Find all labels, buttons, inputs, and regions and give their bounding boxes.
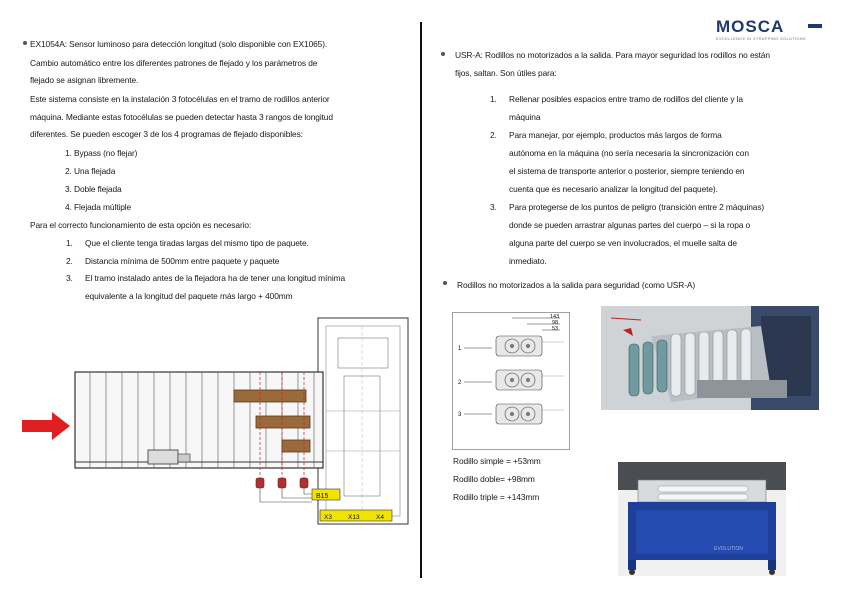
roller-spec-double: Rodillo doble= +98mm bbox=[453, 474, 535, 484]
machine-label: EVOLUTION bbox=[714, 546, 743, 552]
label-b15: B15 bbox=[316, 493, 329, 500]
program-item: 2. Una flejada bbox=[65, 166, 116, 176]
roller-exit-photo bbox=[601, 306, 819, 410]
paragraph-line: flejado se asignan libremente. bbox=[30, 75, 139, 85]
label-x3: X3 bbox=[324, 514, 332, 521]
bullet bbox=[443, 281, 447, 285]
bullet bbox=[23, 41, 27, 45]
use-number: 3. bbox=[490, 202, 497, 212]
requirement-text: El tramo instalado antes de la flejadora ha de tener una longitud mínima bbox=[85, 273, 346, 283]
paragraph-line: Cambio automático entre los diferentes patrones de flejado y los parámetros de bbox=[30, 58, 318, 68]
program-item: 3. Doble flejada bbox=[65, 184, 122, 194]
requirement-text: Que el cliente tenga tiradas largas del mismo tipo de paquete. bbox=[85, 238, 309, 248]
brand-name: MOSCA bbox=[716, 17, 785, 36]
roller-spec-simple: Rodillo simple = +53mm bbox=[453, 456, 541, 466]
roller-spec-triple: Rodillo triple = +143mm bbox=[453, 492, 540, 502]
column-divider bbox=[420, 22, 422, 578]
second-bullet-text: Rodillos no motorizados a la salida para seguridad (como USR-A) bbox=[457, 280, 696, 290]
program-item: 4. Flejada múltiple bbox=[65, 202, 132, 212]
paragraph-line: Este sistema consiste en la instalación 3 fotocélulas en el tramo de rodillos anterior bbox=[30, 94, 330, 104]
dim-143: 143 bbox=[550, 314, 560, 320]
requirement-text: Distancia mínima de 500mm entre paquete y paquete bbox=[85, 256, 280, 266]
use-line: alguna parte del cuerpo se ven involucrados, el muelle salta de bbox=[509, 238, 737, 248]
dim-98: 98 bbox=[552, 320, 559, 326]
paragraph-line: diferentes. Se pueden escoger 3 de los 4 programas de flejado disponibles: bbox=[30, 129, 303, 139]
brand-tagline: EXCELLENCE IN STRAPPING SOLUTIONS bbox=[716, 36, 806, 41]
logo-accent-bar bbox=[808, 24, 822, 28]
strapping-machine-photo bbox=[618, 462, 786, 576]
program-item: 1. Bypass (no flejar) bbox=[65, 148, 138, 158]
use-number: 1. bbox=[490, 94, 497, 104]
use-number: 2. bbox=[490, 130, 497, 140]
label-x4: X4 bbox=[376, 514, 384, 521]
direction-arrow-icon bbox=[22, 412, 70, 440]
mosca-logo bbox=[716, 18, 806, 41]
use-line: autónoma en la máquina (no sería necesaria la sincronización con bbox=[509, 148, 749, 158]
use-line: donde se pueden arrastrar algunas partes del cuerpo – si la ropa o bbox=[509, 220, 751, 230]
requirement-text-continued: equivalente a la longitud del paquete más largo + 400mm bbox=[85, 291, 293, 301]
use-line: el sistema de transporte anterior o posterior, siempre teniendo en bbox=[509, 166, 745, 176]
requirements-intro: Para el correcto funcionamiento de esta opción es necesario: bbox=[30, 220, 252, 230]
section-heading-ex1054a: EX1054A: Sensor luminoso para detección longitud (solo disponible con EX1065). bbox=[30, 39, 328, 49]
row-label-2: 2 bbox=[458, 380, 462, 386]
conveyor-photocell-diagram bbox=[20, 316, 420, 528]
requirement-number: 1. bbox=[66, 238, 73, 248]
label-x13: X13 bbox=[348, 514, 360, 521]
use-line: cuenta que es necesario analizar la longitud del paquete). bbox=[509, 184, 718, 194]
use-line: Para manejar, por ejemplo, productos más largos de forma bbox=[509, 130, 722, 140]
dim-53: 53 bbox=[552, 326, 559, 332]
bullet bbox=[441, 52, 445, 56]
use-line: Para protegerse de los puntos de peligro (transición entre 2 máquinas) bbox=[509, 202, 765, 212]
use-line: máquina bbox=[509, 112, 541, 122]
requirement-number: 3. bbox=[66, 273, 73, 283]
row-label-1: 1 bbox=[458, 346, 462, 352]
row-label-3: 3 bbox=[458, 412, 462, 418]
requirement-number: 2. bbox=[66, 256, 73, 266]
paragraph-line: máquina. Mediante estas fotocélulas se pueden detectar hasta 3 rangos de longitud bbox=[30, 112, 333, 122]
use-line: Rellenar posibles espacios entre tramo de rodillos del cliente y la bbox=[509, 94, 743, 104]
roller-dimension-drawing bbox=[452, 312, 570, 450]
paragraph-line: fijos, saltan. Son útiles para: bbox=[455, 68, 557, 78]
section-heading-usr-a: USR-A: Rodillos no motorizados a la salida. Para mayor seguridad los rodillos no están bbox=[455, 50, 770, 60]
use-line: inmediato. bbox=[509, 256, 547, 266]
